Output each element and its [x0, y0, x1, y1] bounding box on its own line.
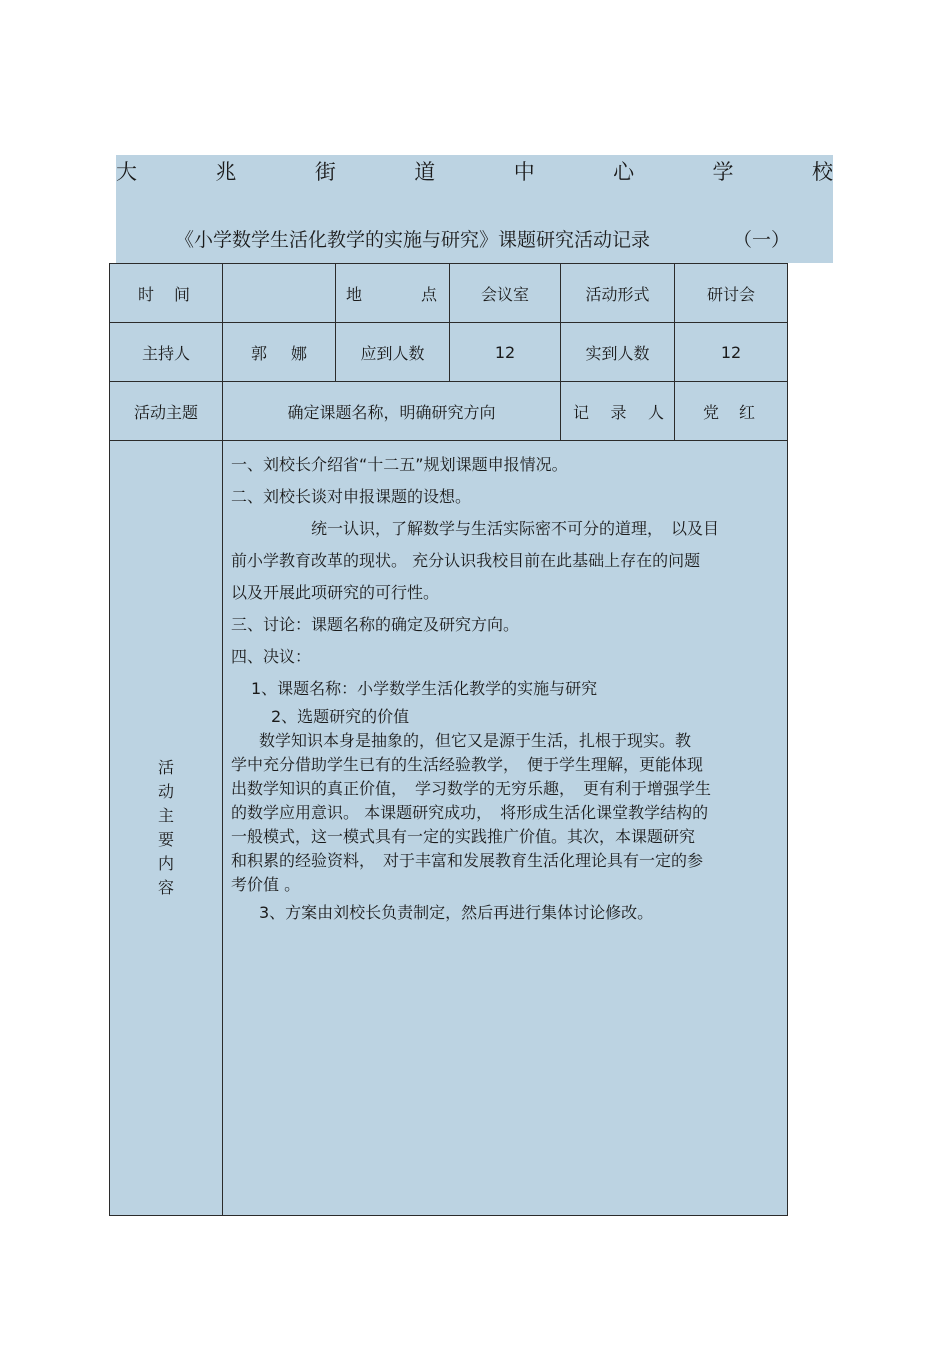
content-line: 2、选题研究的价值	[271, 707, 410, 726]
content-line: 三、讨论：课题名称的确定及研究方向。	[231, 615, 520, 634]
table-row	[110, 441, 788, 1216]
place-label-cell	[336, 264, 450, 323]
content-cell	[223, 441, 788, 1216]
recorder-label-char: 录	[610, 402, 627, 422]
recorder-label-cell	[561, 382, 675, 441]
recorder-value-cell	[675, 382, 788, 441]
content-line: 统一认识，了解数学与生活实际密不可分的道理， 以及目	[311, 519, 720, 538]
time-label-cell	[110, 264, 223, 323]
content-label-char: 内	[157, 854, 174, 873]
record-table	[109, 263, 788, 1216]
place-label-char: 地	[346, 284, 363, 304]
content-line: 的数学应用意识。 本课题研究成功， 将形成生活化课堂教学结构的	[231, 803, 709, 822]
school-char: 街	[314, 160, 336, 184]
recorder-label-char: 记	[573, 402, 590, 422]
content-line: 数学知识本身是抽象的，但它又是源于生活，扎根于现实。教	[259, 731, 692, 750]
record-number: （一）	[733, 229, 791, 251]
theme-label-cell: 活动主题	[110, 382, 223, 441]
content-line: 一般模式，这一模式具有一定的实践推广价值。其次，本课题研究	[231, 827, 696, 846]
actual-value-cell: 12	[675, 323, 788, 382]
content-line: 二、刘校长谈对申报课题的设想。	[231, 487, 472, 506]
school-char: 学	[712, 160, 734, 184]
content-line: 以及开展此项研究的可行性。	[231, 583, 440, 602]
school-char: 道	[414, 160, 436, 184]
time-label-char: 间	[173, 284, 190, 304]
content-line: 出数学知识的真正价值， 学习数学的无穷乐趣， 更有利于增强学生	[231, 779, 712, 798]
content-line: 1、课题名称：小学数学生活化教学的实施与研究	[251, 679, 598, 698]
table-row	[110, 323, 788, 382]
school-char: 大	[116, 160, 137, 184]
content-line: 学中充分借助学生已有的生活经验教学， 便于学生理解，更能体现	[231, 755, 704, 774]
school-char: 中	[513, 160, 535, 184]
content-label-char: 容	[157, 878, 174, 897]
content-line: 和积累的经验资料， 对于丰富和发展教育生活化理论具有一定的参	[231, 851, 704, 870]
host-label-cell: 主持人	[110, 323, 223, 382]
actual-label-cell: 实到人数	[561, 323, 675, 382]
host-value-cell	[223, 323, 336, 382]
table-row	[110, 264, 788, 323]
host-char: 娜	[290, 343, 307, 363]
school-char: 兆	[215, 160, 237, 184]
expected-label-cell: 应到人数	[336, 323, 450, 382]
content-line: 考价值 。	[231, 875, 301, 894]
form-value-cell: 研讨会	[675, 264, 788, 323]
theme-value-cell: 确定课题名称，明确研究方向	[223, 382, 561, 441]
content-label-char: 要	[157, 830, 174, 849]
time-label-char: 时	[138, 284, 155, 304]
content-line: 前小学教育改革的现状。 充分认识我校目前在此基础上存在的问题	[231, 551, 701, 570]
content-line: 3、方案由刘校长负责制定，然后再进行集体讨论修改。	[259, 903, 654, 922]
place-value-cell: 会议室	[450, 264, 561, 323]
recorder-char: 党	[703, 402, 720, 422]
recorder-label-char: 人	[647, 402, 664, 422]
content-body	[231, 449, 779, 929]
record-title: 《小学数学生活化教学的实施与研究》课题研究活动记录	[175, 229, 651, 251]
form-label-cell: 活动形式	[561, 264, 675, 323]
content-label-char: 动	[157, 782, 174, 801]
content-label-char: 主	[157, 806, 174, 825]
school-char: 心	[613, 160, 635, 184]
host-char: 郭	[251, 343, 268, 363]
recorder-char: 红	[738, 402, 755, 422]
place-label-char: 点	[420, 284, 437, 304]
expected-value-cell: 12	[450, 323, 561, 382]
time-value-cell	[223, 264, 336, 323]
school-name	[116, 158, 833, 186]
content-line: 四、决议：	[231, 647, 312, 666]
content-line: 一、刘校长介绍省“十二五”规划课题申报情况。	[231, 455, 568, 474]
table-row	[110, 382, 788, 441]
content-label-cell	[110, 441, 223, 1216]
content-label-char: 活	[157, 758, 174, 777]
school-char: 校	[811, 160, 833, 184]
